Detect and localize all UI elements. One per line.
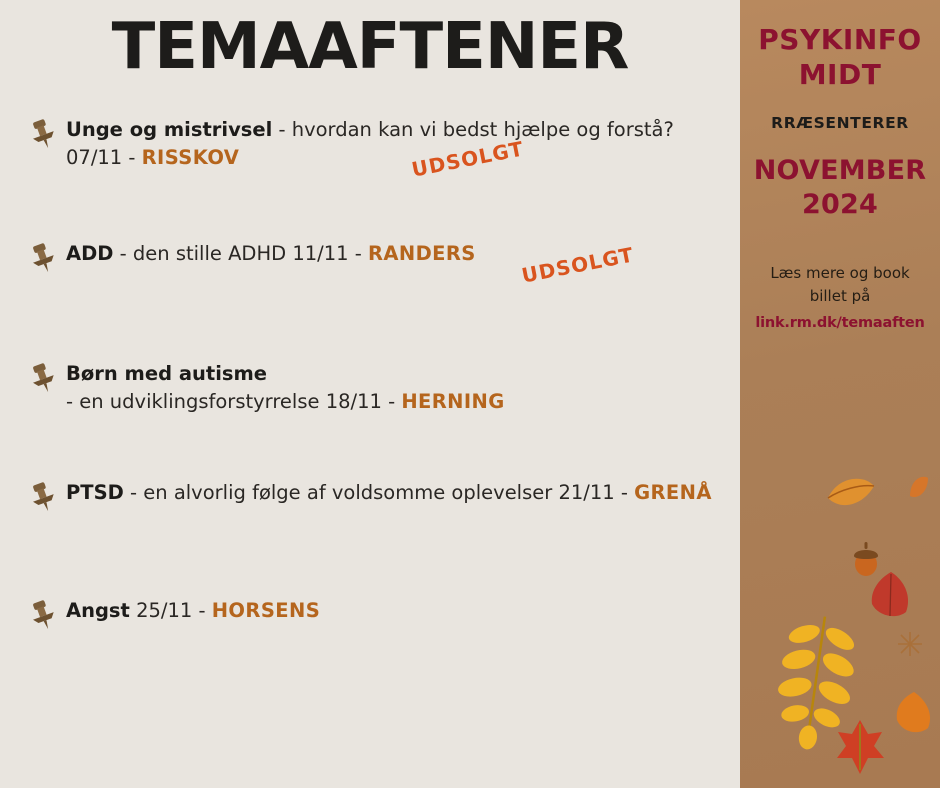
event-title: Børn med autisme	[66, 361, 268, 385]
booking-info	[740, 262, 940, 335]
event-city: GRENÅ	[634, 481, 712, 505]
page-title: TEMAAFTENER	[111, 10, 629, 84]
brand-title	[740, 0, 940, 92]
booking-line-1: Læs mere og book	[770, 263, 910, 282]
leaf-icon	[892, 690, 936, 736]
status-badge: UDSOLGT	[519, 242, 636, 288]
event-city: RANDERS	[367, 241, 476, 265]
status-badge: UDSOLGT	[409, 136, 526, 182]
event-desc: 25/11 -	[129, 599, 212, 623]
list-item	[26, 115, 720, 182]
event-desc: - hvordan kan vi bedst hjælpe og forstå? 07/11 -	[66, 118, 674, 170]
list-item-text	[66, 596, 320, 625]
leaf-icon	[820, 470, 880, 520]
event-city: HERNING	[401, 389, 505, 413]
leaf-icon	[906, 472, 932, 502]
event-city: HORSENS	[211, 599, 321, 623]
pushpin-icon	[26, 115, 66, 151]
date-block	[740, 154, 940, 222]
list-item	[26, 596, 720, 652]
event-desc: - en udviklingsforstyrrelse 18/11 -	[66, 389, 402, 413]
leaf-icon	[832, 718, 888, 776]
list-item-text	[66, 478, 712, 507]
list-item-text	[66, 115, 720, 182]
event-title: ADD	[66, 241, 114, 265]
event-desc: - en alvorlig følge af voldsomme oplevelser 21/11 -	[123, 481, 635, 505]
sidebar	[740, 0, 940, 788]
pushpin-icon	[26, 596, 66, 632]
event-desc: - den stille ADHD 11/11 -	[113, 241, 368, 265]
event-title: Unge og mistrivsel	[66, 118, 273, 142]
booking-line-2: billet på	[809, 286, 871, 305]
pushpin-icon	[26, 478, 66, 514]
event-city: RISSKOV	[141, 146, 240, 170]
list-item	[26, 478, 720, 534]
brand-line-2: MIDT	[798, 58, 882, 91]
event-title: PTSD	[66, 481, 124, 505]
leaf-icon	[866, 570, 916, 622]
seed-icon	[896, 630, 924, 658]
brand-line-1: PSYKINFO	[758, 23, 922, 56]
month-label: NOVEMBER	[753, 155, 927, 186]
presents-label: RRÆSENTERER	[771, 114, 909, 132]
list-item	[26, 359, 720, 417]
booking-link[interactable]: link.rm.dk/temaaften	[755, 315, 925, 331]
list-item	[26, 239, 720, 295]
pushpin-icon	[26, 239, 66, 275]
list-item-text	[66, 239, 636, 288]
event-title: Angst	[66, 599, 130, 623]
event-list	[0, 115, 740, 652]
list-item-text	[66, 359, 505, 417]
year-label: 2024	[802, 188, 878, 220]
pushpin-icon	[26, 359, 66, 395]
